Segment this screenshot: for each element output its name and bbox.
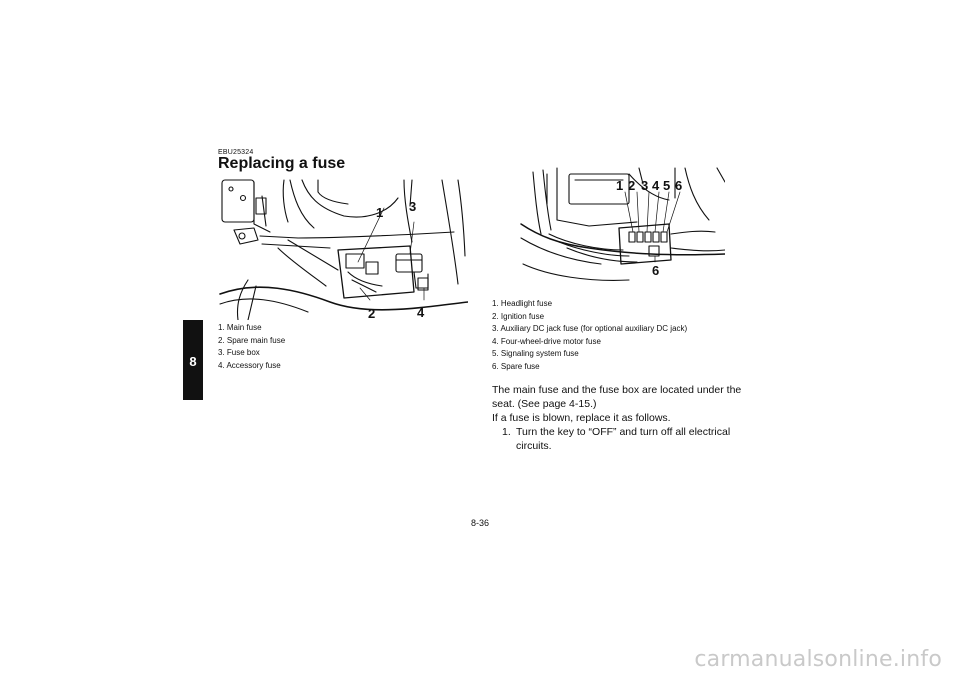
fig1-legend (218, 322, 285, 372)
chapter-number: 8 (189, 354, 197, 369)
step-text: Turn the key to “OFF” and turn off all electrical circuits. (516, 426, 731, 452)
legend-item: 4. Four-wheel-drive motor fuse (492, 336, 601, 346)
legend-item: 6. Spare fuse (492, 361, 540, 371)
body-paragraph: The main fuse and the fuse box are located under the seat. (See page 4-15.) (492, 384, 742, 410)
step-item (502, 425, 752, 453)
legend-item: 3. Fuse box (218, 348, 260, 357)
main-fuse-illustration (218, 176, 468, 320)
fig1-callout-4: 4 (417, 305, 425, 320)
fig2-callout-2: 2 (628, 178, 636, 193)
legend-item: 1. Headlight fuse (492, 299, 553, 308)
page-number: 8-36 (470, 518, 489, 528)
fig1-callout-1: 1 (376, 205, 384, 220)
fig2-callout-6-bottom: 6 (652, 263, 660, 278)
fig1-callout-2: 2 (368, 306, 376, 321)
legend-item: 2. Ignition fuse (492, 311, 545, 321)
section-title: Replacing a fuse (218, 155, 346, 172)
legend-item: 3. Auxiliary DC jack fuse (for optional auxiliary DC jack) (492, 324, 688, 333)
fig2-callout-3: 3 (641, 178, 649, 193)
section-code: EBU25324 (218, 149, 254, 156)
fig2-callout-4: 4 (652, 178, 660, 193)
legend-item: 2. Spare main fuse (218, 335, 286, 345)
chapter-tab (183, 320, 203, 400)
fig2-callout-1: 1 (616, 178, 624, 193)
legend-item: 5. Signaling system fuse (492, 349, 579, 358)
fig2-legend (492, 298, 687, 373)
fig1-callout-3: 3 (409, 199, 417, 214)
legend-item: 1. Main fuse (218, 323, 262, 332)
fig2-callout-6: 6 (675, 178, 683, 193)
body-text (492, 383, 752, 453)
legend-item: 4. Accessory fuse (218, 360, 281, 370)
step-number: 1. (502, 426, 511, 438)
body-paragraph: If a fuse is blown, replace it as follows. (492, 412, 671, 424)
fig2-callout-5: 5 (663, 178, 671, 193)
watermark: carmanualsonline.info (694, 647, 942, 672)
